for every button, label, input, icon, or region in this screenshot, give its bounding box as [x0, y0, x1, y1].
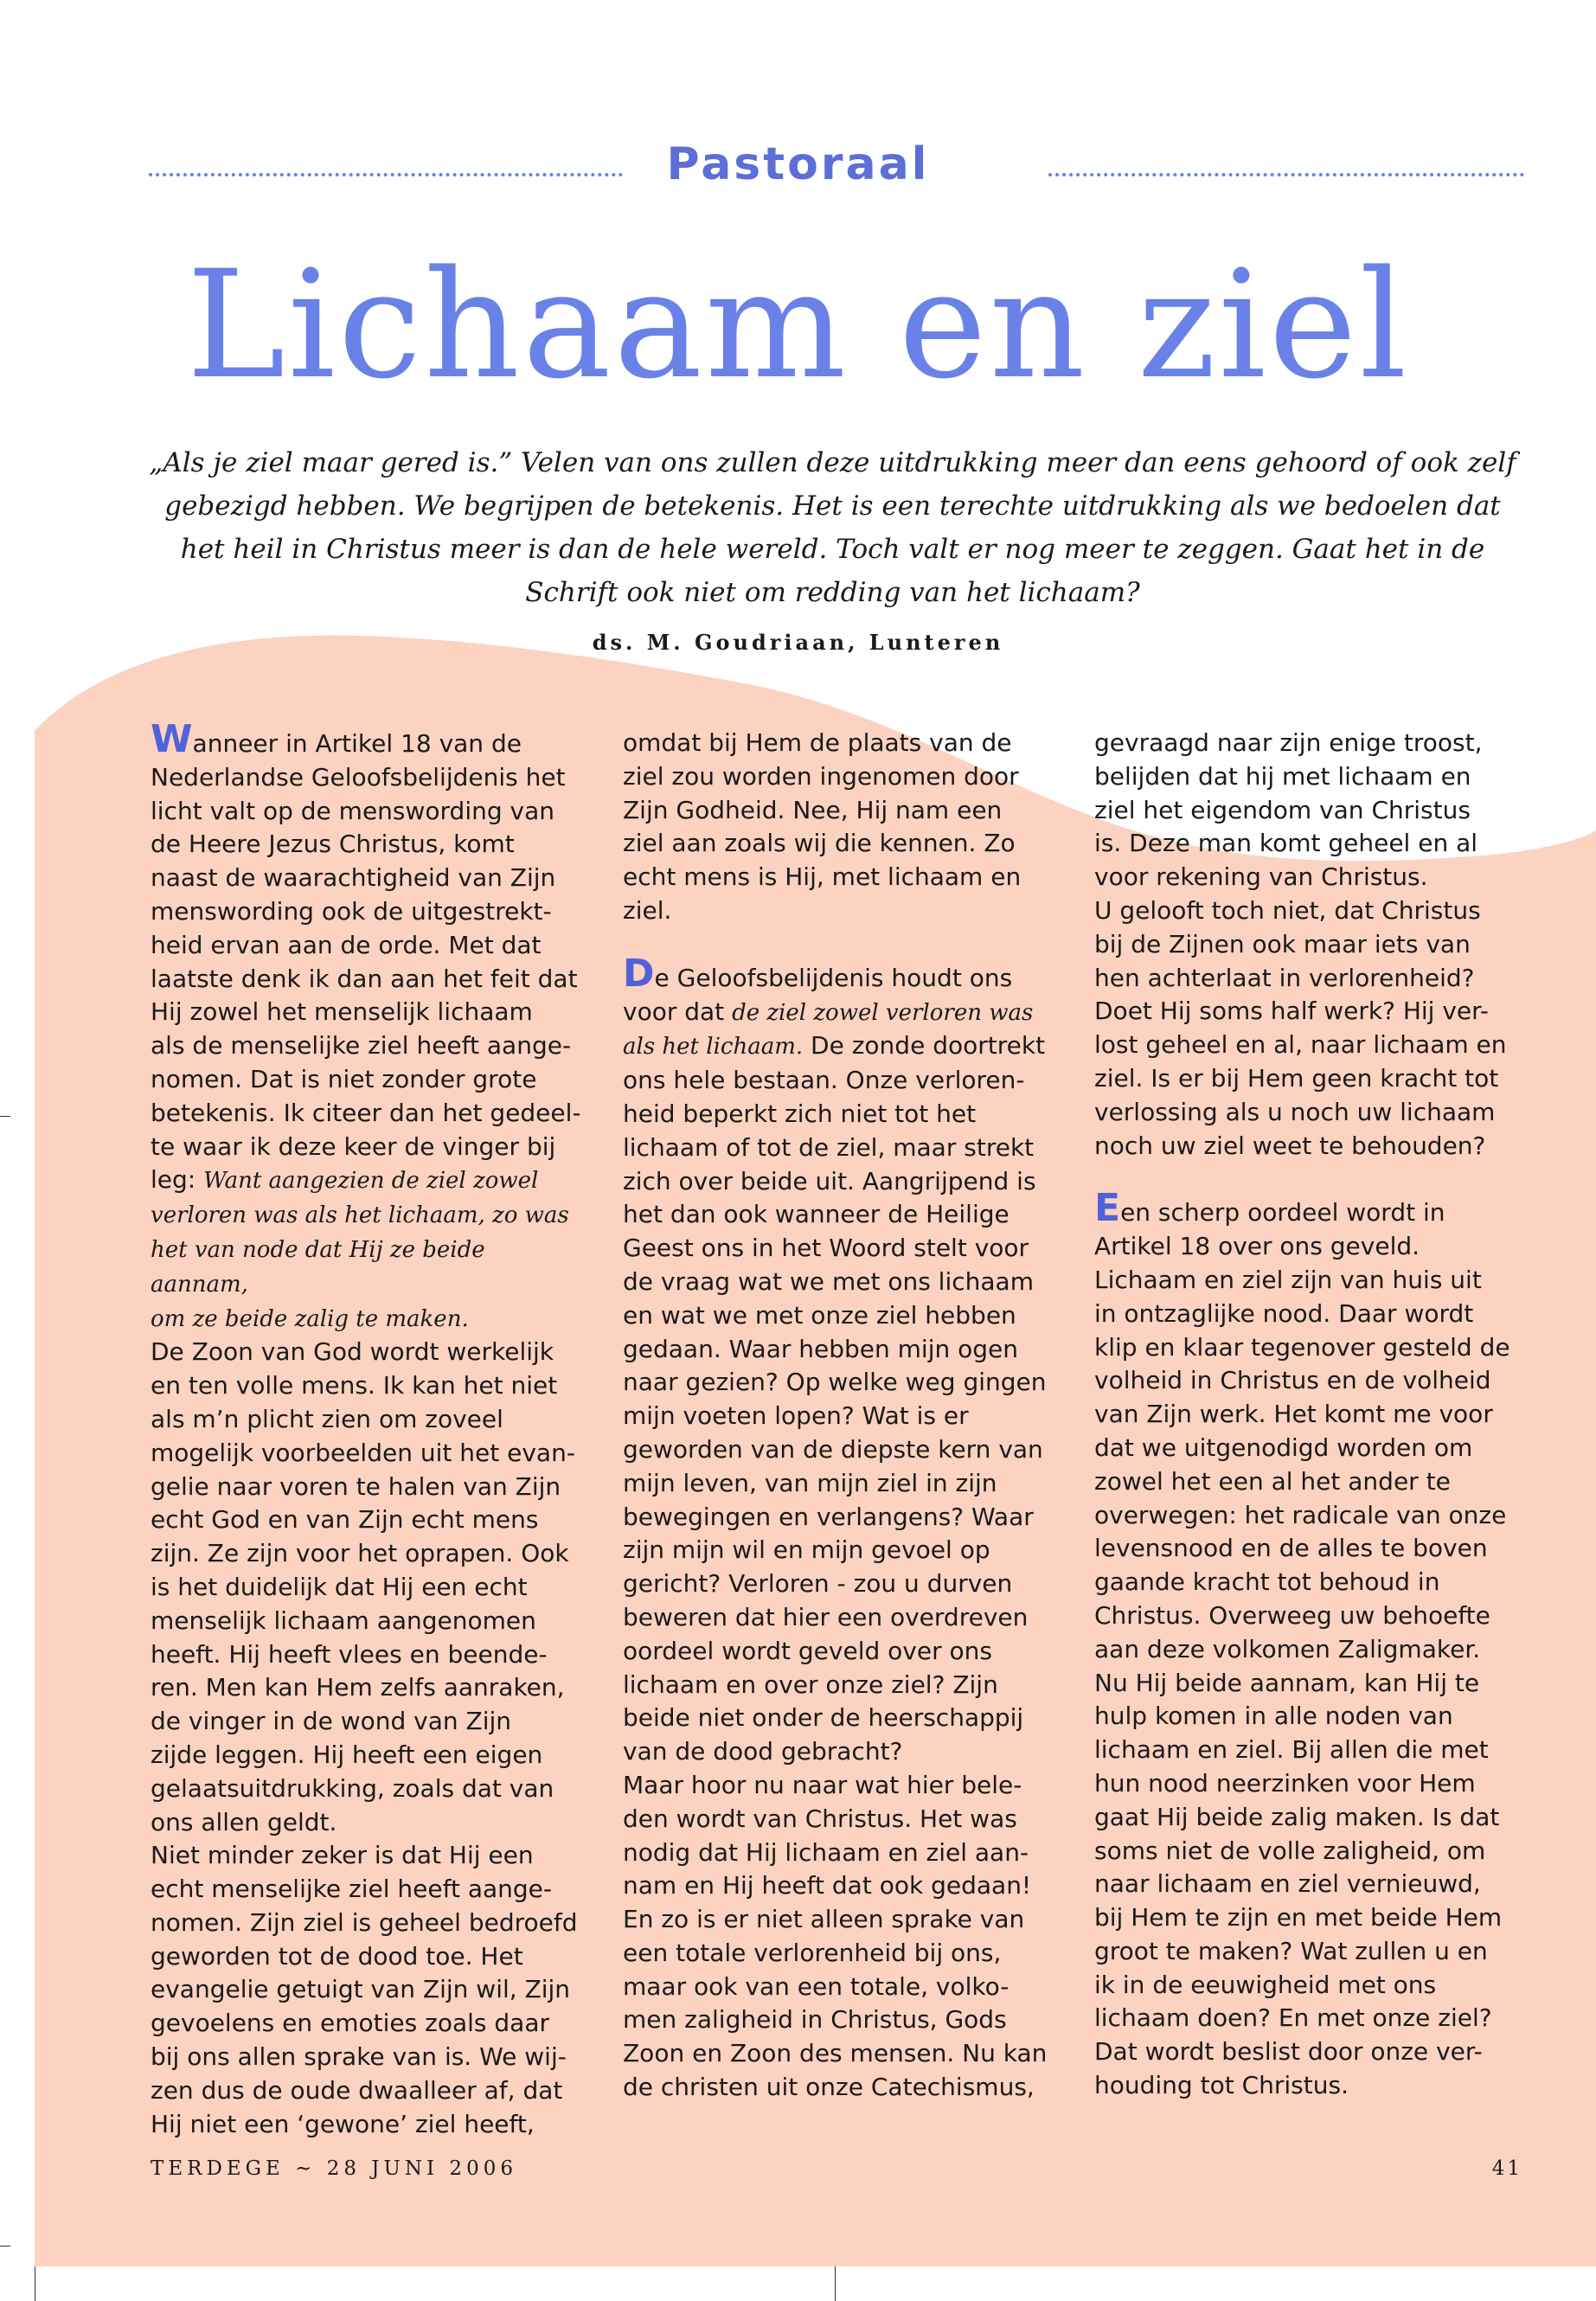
column-1 — [151, 717, 583, 2141]
paragraph-text: en scherp oordeel wordt in Artikel 18 over ons geveld. Lichaam en ziel zijn van huis uit in ontzaglijke nood. Daar wordt klip en klaar tegenover gesteld de volheid in Christus en de volheid van Zijn werk. Het komt me voor dat we uitgenodigd worden om zowel het een al het ander te overwegen: het radicale van onze levensnood en de alles te boven gaande kracht tot behoud in Christus. Overweeg uw behoefte aan deze volkomen Zaligmaker. Nu Hij beide aannam, kan Hij te hulp komen in alle noden van lichaam en ziel. Bij allen die met hun nood neerzinken voor Hem gaat Hij beide zalig maken. Is dat soms niet de volle zaligheid, om naar lichaam en ziel vernieuwd, bij Hem te zijn en met beide Hem groot te maken? Wat zullen u en ik in de eeuwigheid met ons lichaam doen? En met onze ziel? Dat wordt beslist door onze ver- houding tot Christus. — [1094, 1198, 1510, 2100]
paragraph — [151, 717, 583, 1336]
paragraph: Niet minder zeker is dat Hij een echt menselijke ziel heeft aange- nomen. Zijn ziel is geheel bedroefd geworden tot de dood toe. Het evangelie getuigt van Zijn wil, Zijn gevoelens en emoties zoals daar bij ons allen sprake van is. We wij- zen dus de oude dwaalleer af, dat Hij niet een ‘gewone’ ziel heeft, — [151, 1841, 578, 2138]
drop-cap: D — [623, 951, 655, 996]
scripture-quote: de ziel zowel verloren was als het lichaam. — [623, 999, 1034, 1061]
page-number: 41 — [1491, 2157, 1522, 2180]
paragraph — [623, 951, 1055, 1769]
article-title: Lichaam en ziel — [186, 238, 1410, 412]
paragraph: Maar hoor nu naar wat hier bele- den wordt van Christus. Het was nodig dat Hij lichaam en ziel aan- nam en Hij heeft dat ook gedaan! En zo is er niet alleen sprake van een totale verlorenheid bij ons, maar ook van een totale, volko- men zaligheid in Christus, Gods Zoon en Zoon des mensen. Nu kan de christen uit onze Catechismus, — [623, 1770, 1048, 2102]
paragraph — [1094, 1186, 1527, 2103]
byline: ds. M. Goudriaan, Lunteren — [592, 630, 1004, 655]
article-lead: „Als je ziel maar gered is.” Velen van ons zullen deze uitdrukking meer dan eens gehoord of ook zelf gebezigd hebben. We begrijpen de betekenis. Het is een terechte uitdrukking als we bedoelen dat het heil in Christus meer is dan de hele wereld. Toch valt er nog meer te zeggen. Gaat het in de Schrift ook niet om redding van het lichaam? — [149, 447, 1516, 608]
footer-publication: TERDEGE ~ 28 JUNI 2006 — [151, 2157, 517, 2180]
paragraph-text: e Geloofsbelijdenis houdt ons voor dat — [623, 963, 1013, 1026]
crop-mark — [0, 1116, 10, 1117]
paragraph-text: anneer in Artikel 18 van de Nederlandse Geloofsbelijdenis het licht valt op de menswording van de Heere Jezus Christus, komt naast de waarachtigheid van Zijn menswording ook de uitgestrekt- heid ervan aan de orde. Met dat laatste denk ik dan aan het feit dat Hij zowel het menselijk lichaam als de menselijke ziel heeft aange- nomen. Dat is niet zonder grote betekenis. Ik citeer dan het gedeel- te waar ik deze keer de vinger bij leg: — [151, 729, 581, 1195]
paragraph-text: De zonde doortrekt ons hele bestaan. Onze verloren- heid beperkt zich niet tot het lichaam of tot de ziel, maar strekt zich over beide uit. Aangrijpend is het dan ook wanneer de Heilige Geest ons in het Woord stelt voor de vraag wat we met ons lichaam en wat we met onze ziel hebben gedaan. Waar hebben mijn ogen naar gezien? Op welke weg gingen mijn voeten lopen? Wat is er geworden van de diepste kern van mijn leven, van mijn ziel in zijn bewegingen en verlangens? Waar zijn mijn wil en mijn gevoel op gericht? Verloren - zou u durven beweren dat hier een overdreven oordeel wordt geveld over ons lichaam en over onze ziel? Zijn beide niet onder de heerschappij van de dood gebracht? — [623, 1031, 1047, 1766]
column-2 — [623, 727, 1055, 2105]
crop-mark — [0, 2246, 10, 2247]
scripture-quote: Want aangezien de ziel zowel verloren was als het lichaam, zo was het van node dat Hij ze beide aannam, om ze beide zalig te maken. — [151, 1168, 569, 1332]
column-3 — [1094, 727, 1527, 2103]
paragraph: U gelooft toch niet, dat Christus bij de Zijnen ook maar iets van hen achterlaat in verlorenheid? Doet Hij soms half werk? Hij ver- lost geheel en al, naar lichaam en ziel. Is er bij Hem geen kracht tot verlossing als u noch uw lichaam noch uw ziel weet te behouden? — [1094, 895, 1507, 1160]
crop-mark — [835, 2266, 836, 2301]
paragraph: De Zoon van God wordt werkelijk en ten volle mens. Ik kan het niet als m’n plicht zien om zoveel mogelijk voorbeelden uit het evan- gelie naar voren te halen van Zijn echt God en van Zijn echt mens zijn. Ze zijn voor het oprapen. Ook is het duidelijk dat Hij een echt menselijk lichaam aangenomen heeft. Hij heeft vlees en beende- ren. Men kan Hem zelfs aanraken, de vinger in de wond van Zijn zijde leggen. Hij heeft een eigen gelaatsuitdrukking, zoals dat van ons allen geldt. — [151, 1337, 575, 1836]
section-label: Pastoraal — [666, 138, 930, 190]
paragraph: omdat bij Hem de plaats van de ziel zou worden ingenomen door Zijn Godheid. Nee, Hij nam een ziel aan zoals wij die kennen. Zo echt mens is Hij, met lichaam en ziel. — [623, 728, 1022, 925]
drop-cap: W — [151, 717, 193, 761]
drop-cap: E — [1094, 1186, 1121, 1231]
paragraph: gevraagd naar zijn enige troost, belijden dat hij met lichaam en ziel het eigendom van Christus is. Deze man komt geheel en al voor rekening van Christus. — [1094, 728, 1483, 892]
